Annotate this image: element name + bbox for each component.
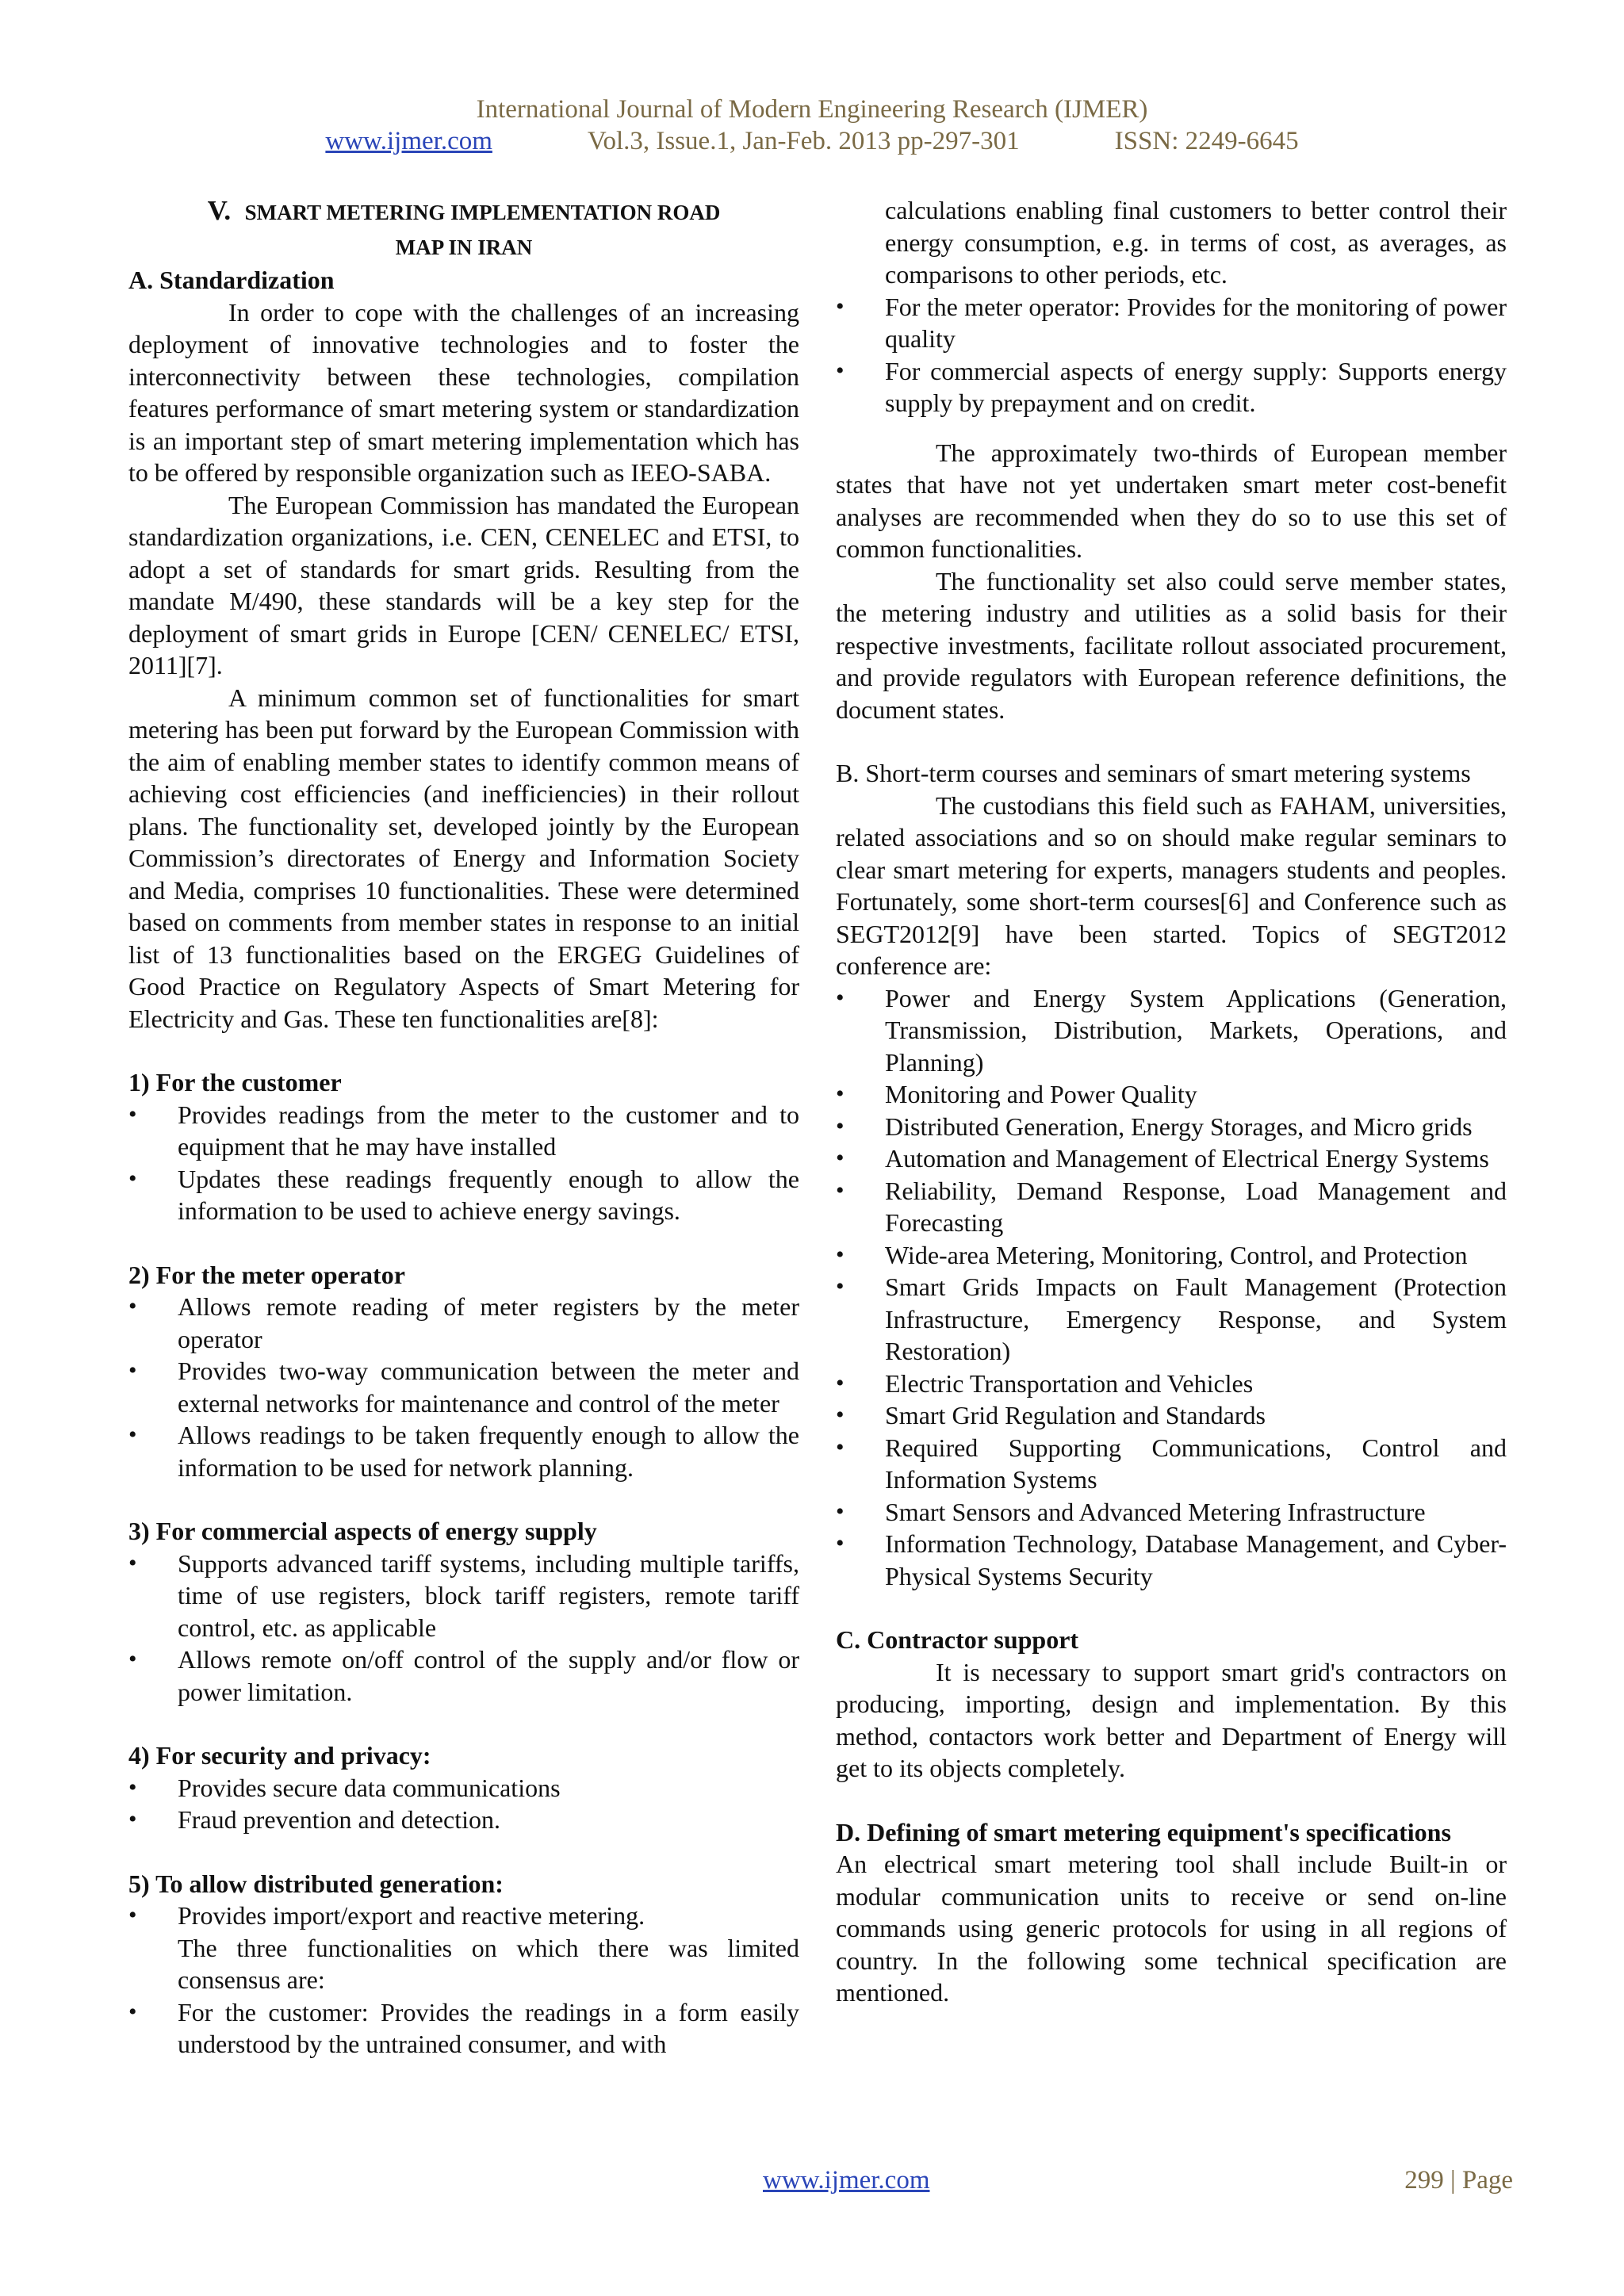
page-header [0,94,1624,157]
bullet-list [128,1996,799,2061]
list-item: • For the meter operator: Provides for the monitoring of power quality [836,291,1507,355]
footer-url-link[interactable]: www.ijmer.com [763,2166,930,2195]
list-item: • Allows remote on/off control of the supply and/or flow or power limitation. [128,1644,799,1708]
list-item: • Smart Sensors and Advanced Metering Infrastructure [836,1496,1507,1529]
bullet-list [128,1548,799,1709]
volume-info: Vol.3, Issue.1, Jan-Feb. 2013 pp-297-301 [587,127,1020,155]
list-heading-5: 5) To allow distributed generation: [128,1869,504,1898]
list-item: • Information Technology, Database Management, and Cyber-Physical Systems Security [836,1528,1507,1592]
list-item: • Provides secure data communications [128,1772,799,1804]
list-item: • Required Supporting Communications, Control and Information Systems [836,1432,1507,1496]
list-item: • Reliability, Demand Response, Load Management and Forecasting [836,1175,1507,1239]
paragraph: In order to cope with the challenges of an increasing deployment of innovative technologies and to foster the interconnectivity between these technologies, compilation features performance of smart metering system or standardization is an important step of smart metering implementation which has to be offered by responsible organization such as IEEO-SABA. [128,297,799,487]
list-item: • Fraud prevention and detection. [128,1804,799,1836]
subsection-c-heading: C. Contractor support [836,1625,1079,1654]
section-title: V. SMART METERING IMPLEMENTATION ROAD MAP IN IRAN [207,195,721,259]
list-heading-4: 4) For security and privacy: [128,1741,431,1770]
subsection-a-heading: A. Standardization [128,266,335,294]
list-item: • Electric Transportation and Vehicles [836,1368,1507,1400]
page-number: 299 | Page [1404,2166,1513,2195]
list-continuation: The three functionalities on which there was limited consensus are: [178,1933,799,1994]
list-item: • For commercial aspects of energy supply: Supports energy supply by prepayment and on credit. [836,355,1507,419]
paragraph: The approximately two-thirds of European member states that have not yet undertaken smart meter cost-benefit analyses are recommended when they do so to use this set of common functionalities. [836,438,1507,563]
paragraph: It is necessary to support smart grid's contractors on producing, importing, design and implementation. By this method, contactors work better and Department of Energy will get to its objects completely. [836,1657,1507,1782]
paragraph: An electrical smart metering tool shall include Built-in or modular communication units to receive or send on-line commands using generic protocols for using in all regions of country. In the following some technical specification are mentioned. [836,1850,1507,2007]
bullet-list [128,1772,799,1836]
right-column [836,194,1507,2009]
list-item: • Monitoring and Power Quality [836,1078,1507,1111]
bullet-list [836,291,1507,419]
list-heading-2: 2) For the meter operator [128,1260,405,1289]
list-item: • Supports advanced tariff systems, including multiple tariffs, time of use registers, block tariff registers, remote tariff control, etc. as applicable [128,1548,799,1644]
list-item: • Provides import/export and reactive metering. [128,1900,799,1932]
bullet-list [128,1900,799,1932]
list-item: • Allows readings to be taken frequently enough to allow the information to be used for network planning. [128,1419,799,1483]
journal-title: International Journal of Modern Engineering Research (IJMER) [476,95,1148,124]
list-item: • Allows remote reading of meter registers by the meter operator [128,1291,799,1355]
list-item: • Wide-area Metering, Monitoring, Control, and Protection [836,1239,1507,1272]
subsection-d-heading: D. Defining of smart metering equipment's specifications [836,1817,1451,1846]
list-item: • Provides readings from the meter to the customer and to equipment that he may have installed [128,1099,799,1163]
list-heading-3: 3) For commercial aspects of energy supply [128,1517,597,1545]
list-continuation: calculations enabling final customers to better control their energy consumption, e.g. in terms of cost, as averages, as comparisons to other periods, etc. [885,196,1507,289]
header-url-link[interactable]: www.ijmer.com [325,127,492,155]
list-item: • Power and Energy System Applications (Generation, Transmission, Distribution, Markets, Operations, and Planning) [836,982,1507,1079]
list-item: • Smart Grid Regulation and Standards [836,1399,1507,1432]
list-item: • Automation and Management of Electrical Energy Systems [836,1142,1507,1175]
list-item: • Smart Grids Impacts on Fault Management (Protection Infrastructure, Emergency Response, and System Restoration) [836,1271,1507,1368]
list-item: • Provides two-way communication between the meter and external networks for maintenance and control of the meter [128,1355,799,1419]
left-column [128,194,799,2061]
bullet-list [128,1291,799,1483]
list-heading-1: 1) For the customer [128,1068,342,1096]
subsection-b-heading: B. Short-term courses and seminars of smart metering systems [836,759,1471,787]
paragraph: A minimum common set of functionalities for smart metering has been put forward by the European Commission with the aim of enabling member states to identify common means of achieving cost efficiencies (and inefficiencies) in their rollout plans. The functionality set, developed jointly by the European Commission’s directorates of Energy and Information Society and Media, comprises 10 functionalities. These were determined based on comments from member states in response to an initial list of 13 functionalities based on the ERGEG Guidelines of Good Practice on Regulatory Aspects of Smart Metering for Electricity and Gas. These ten functionalities are[8]: [128,683,799,1033]
paragraph: The custodians this field such as FAHAM, universities, related associations and so on should make regular seminars to clear smart metering for experts, managers students and peoples. Fortunately, some short-term courses[6] and Conference such as SEGT2012[9] have been started. Topics of SEGT2012 conference are: [836,790,1507,980]
list-item: • Distributed Generation, Energy Storages, and Micro grids [836,1111,1507,1143]
list-item: • For the customer: Provides the readings in a form easily understood by the untrained consumer, and with [128,1996,799,2061]
paragraph: The European Commission has mandated the European standardization organizations, i.e. CEN, CENELEC and ETSI, to adopt a set of standards for smart grids. Resulting from the mandate M/490, these standards will be a key step for the deployment of smart grids in Europe [CEN/ CENELEC/ ETSI, 2011][7]. [128,490,799,679]
topics-list [836,982,1507,1593]
paragraph: The functionality set also could serve member states, the metering industry and utilities as a solid basis for their respective investments, facilitate rollout associated procurement, and provide regulators with European reference definitions, the document states. [836,566,1507,724]
list-item: • Updates these readings frequently enough to allow the information to be used to achieve energy savings. [128,1163,799,1227]
issn: ISSN: 2249-6645 [1114,127,1299,155]
bullet-list [128,1099,799,1227]
